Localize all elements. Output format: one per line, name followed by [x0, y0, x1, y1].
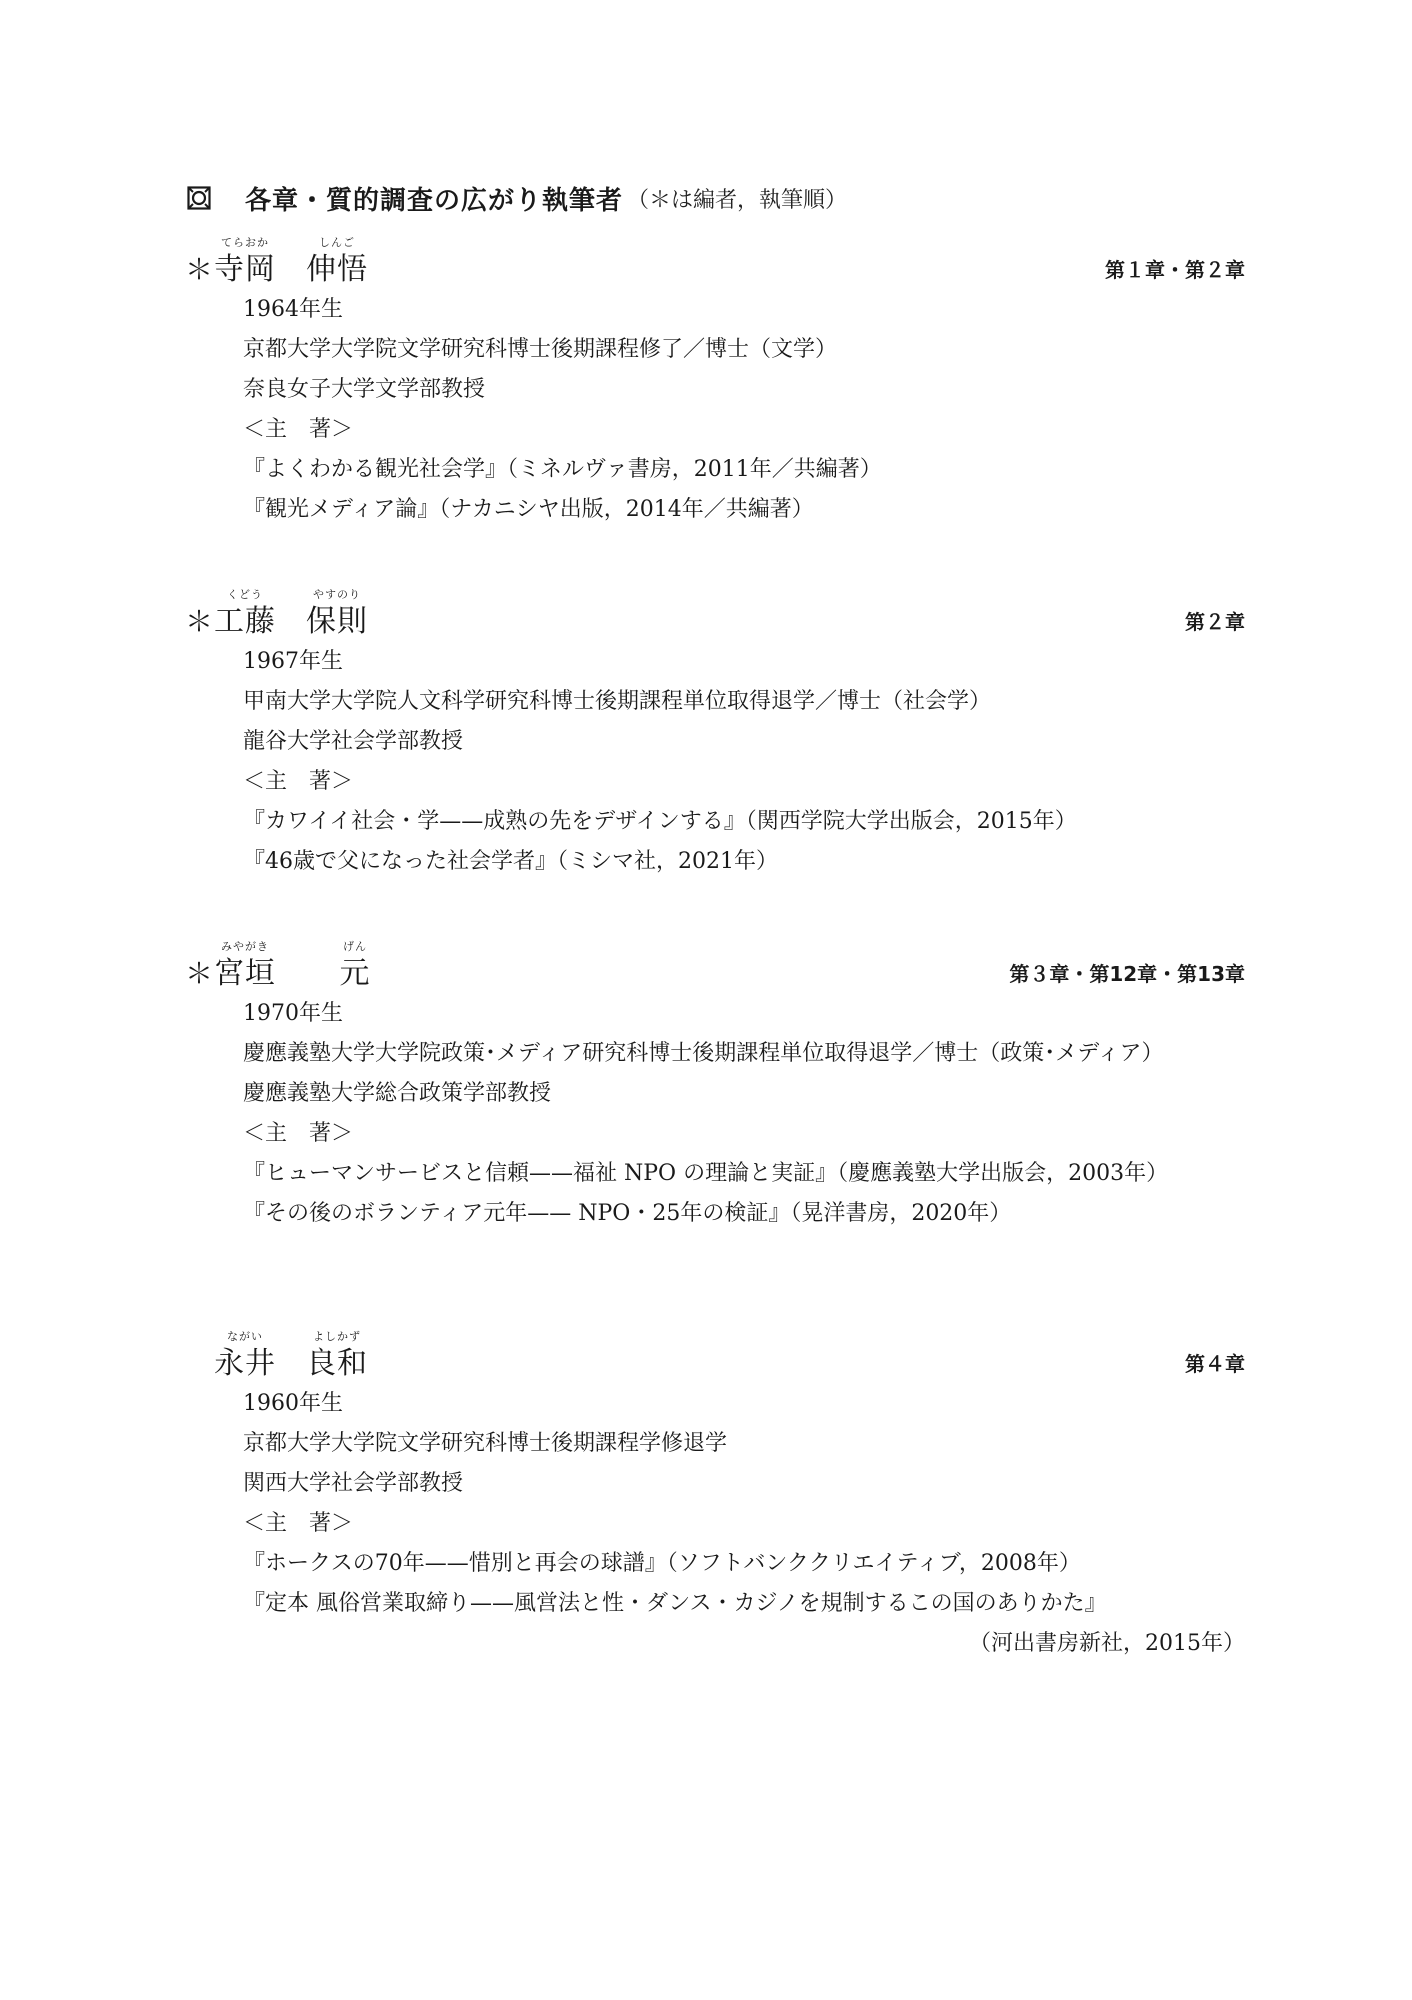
education: 慶應義塾大学大学院政策･メディア研究科博士後期課程単位取得退学／博士（政策･メディア）: [243, 1041, 1164, 1066]
education: 甲南大学大学院人文科学研究科博士後期課程単位取得退学／博士（社会学）: [243, 689, 992, 714]
work-item-continuation: （河出書房新社，2015年）: [969, 1631, 1245, 1656]
birth-year: 1960年生: [243, 1391, 343, 1416]
author-name-row: [185, 1330, 1245, 1384]
surname: 宮垣: [214, 956, 276, 991]
works-label: ＜主 著＞: [243, 769, 354, 794]
heading-note: （＊は編者，執筆順）: [627, 187, 848, 213]
work-item: 『観光メディア論』（ナカニシヤ出版，2014年／共編著）: [243, 497, 814, 522]
work-item: 『46歳で父になった社会学者』（ミシマ社，2021年）: [243, 849, 778, 874]
given-name: 元: [339, 956, 371, 991]
author-surname: [213, 1330, 277, 1384]
author-entry-nagai: [185, 1330, 1245, 1664]
position: 龍谷大学社会学部教授: [243, 729, 464, 754]
works-label: ＜主 著＞: [243, 1511, 354, 1536]
given-ruby: しんご: [319, 236, 355, 249]
work-item: 『カワイイ社会・学——成熟の先をデザインする』（関西学院大学出版会，2015年）: [243, 809, 1077, 834]
editor-mark: ＊: [185, 957, 214, 990]
heading-title: 各章・質的調査の広がり執筆者: [245, 185, 624, 216]
position: 関西大学社会学部教授: [243, 1471, 464, 1496]
chapter-assignment: 第２章: [1185, 610, 1245, 634]
author-given-name: [297, 588, 377, 642]
author-surname: [213, 588, 277, 642]
author-entry-miyagaki: [185, 940, 1245, 1234]
editor-mark: ＊: [185, 605, 214, 638]
surname: 工藤: [214, 604, 276, 639]
chapter-assignment: 第３章・第12章・第13章: [1009, 962, 1245, 986]
given-ruby: げん: [343, 940, 367, 953]
education: 京都大学大学院文学研究科博士後期課程修了／博士（文学）: [243, 337, 838, 362]
section-heading: [187, 178, 847, 218]
work-item: 『よくわかる観光社会学』（ミネルヴァ書房，2011年／共編著）: [243, 457, 882, 482]
chapter-assignment: 第４章: [1185, 1352, 1245, 1376]
works-label: ＜主 著＞: [243, 1121, 354, 1146]
author-given-name: [305, 236, 369, 290]
birth-year: 1970年生: [243, 1001, 343, 1026]
position: 慶應義塾大学総合政策学部教授: [243, 1081, 552, 1106]
author-entry-teraoka: [185, 236, 1245, 530]
author-surname: [213, 236, 277, 290]
position: 奈良女子大学文学部教授: [243, 377, 486, 402]
work-item: 『定本 風俗営業取締り——風営法と性・ダンス・カジノを規制するこの国のありかた』: [243, 1591, 1107, 1616]
given-name: 良和: [306, 1346, 368, 1381]
given-ruby: よしかず: [313, 1330, 361, 1343]
works-label: ＜主 著＞: [243, 417, 354, 442]
surname: 寺岡: [214, 252, 276, 287]
author-entry-kudo: [185, 588, 1245, 882]
given-ruby: やすのり: [313, 588, 361, 601]
author-name-row: [185, 236, 1245, 290]
author-surname: [213, 940, 277, 994]
surname-ruby: くどう: [227, 588, 263, 601]
author-given-name: [297, 1330, 377, 1384]
work-item: 『ヒューマンサービスと信頼——福祉 NPO の理論と実証』（慶應義塾大学出版会，2003年）: [243, 1161, 1169, 1186]
surname-ruby: ながい: [227, 1330, 263, 1343]
author-given-name: [325, 940, 385, 994]
birth-year: 1964年生: [243, 297, 343, 322]
surname: 永井: [214, 1346, 276, 1381]
work-item: 『その後のボランティア元年—— NPO・25年の検証』（晃洋書房，2020年）: [243, 1201, 1012, 1226]
surname-ruby: てらおか: [221, 236, 269, 249]
chapter-assignment: 第１章・第２章: [1105, 258, 1245, 282]
author-name-row: [185, 940, 1245, 994]
given-name: 保則: [306, 604, 368, 639]
author-name-row: [185, 588, 1245, 642]
given-name: 伸悟: [306, 252, 368, 287]
work-item: 『ホークスの70年——惜別と再会の球譜』（ソフトバンククリエイティブ，2008年）: [243, 1551, 1081, 1576]
surname-ruby: みやがき: [221, 940, 269, 953]
editor-mark: ＊: [185, 253, 214, 286]
birth-year: 1967年生: [243, 649, 343, 674]
square-circle-bullet-icon: [187, 186, 211, 210]
education: 京都大学大学院文学研究科博士後期課程学修退学: [243, 1431, 728, 1456]
